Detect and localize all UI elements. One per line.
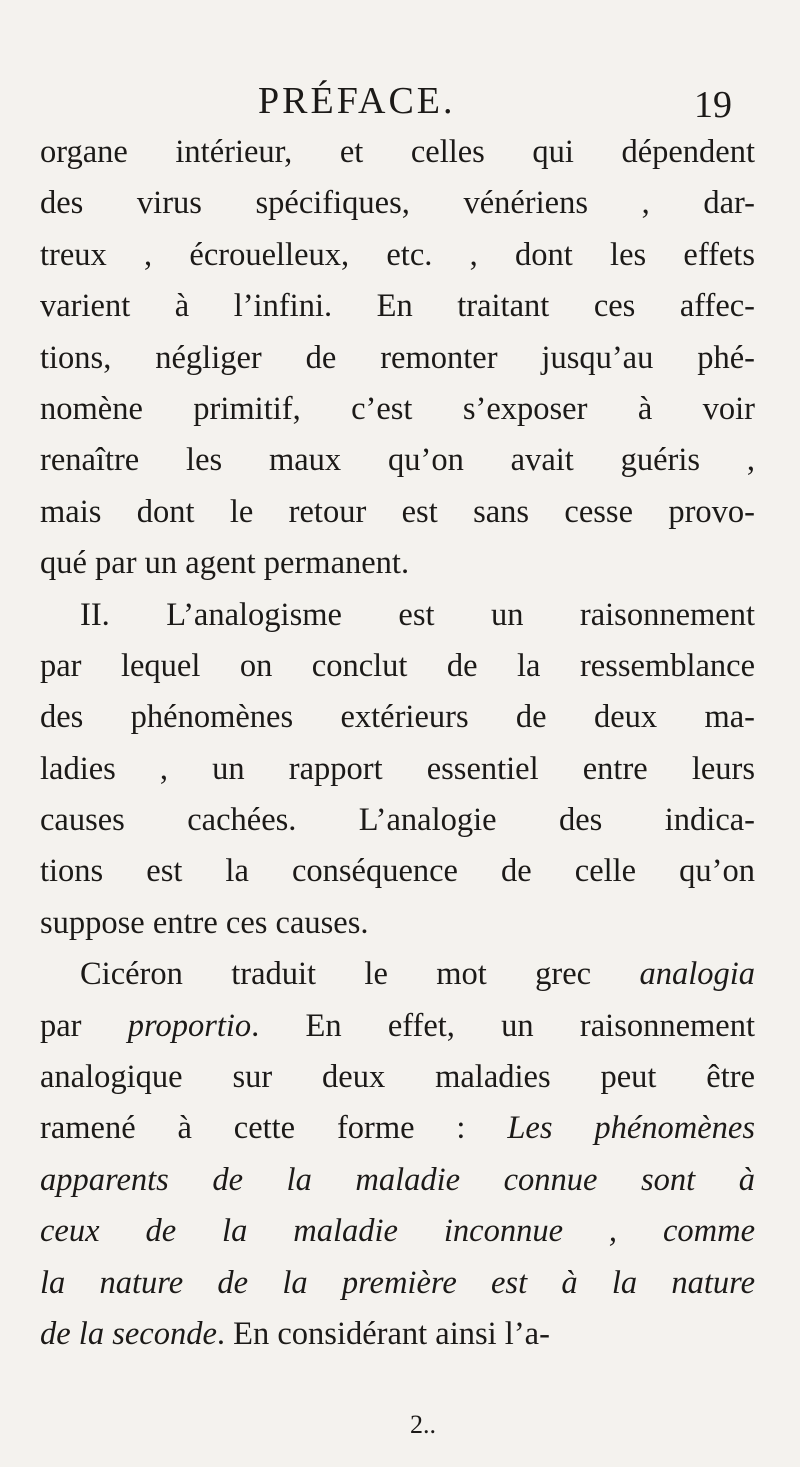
- italic-text: de la seconde: [40, 1315, 217, 1352]
- text-run: causes cachées. L’analogie des indica-: [40, 802, 755, 839]
- page-header: [0, 76, 800, 126]
- text-run: suppose entre ces causes.: [40, 904, 369, 941]
- text-run: analogique sur deux maladies peut être: [40, 1059, 755, 1096]
- text-line: [40, 127, 755, 178]
- text-line: [40, 1052, 755, 1103]
- text-run: . En effet, un raisonnement: [251, 1007, 756, 1044]
- page-number: 19: [694, 84, 732, 126]
- text-run: qué par un agent permanent.: [40, 545, 410, 582]
- text-run: tions, négliger de remonter jusqu’au phé-: [40, 339, 755, 376]
- text-line: [40, 744, 755, 795]
- text-line: [40, 795, 755, 846]
- text-run: . En considérant ainsi l’a-: [216, 1315, 550, 1352]
- text-run: par: [40, 1007, 128, 1044]
- text-run: treux , écrouelleux, etc. , dont les effets: [40, 236, 755, 273]
- text-line: [40, 333, 755, 384]
- text-line: [40, 538, 755, 589]
- italic-text: analogia: [639, 956, 755, 993]
- text-run: des virus spécifiques, vénériens , dar-: [40, 185, 755, 222]
- text-line: [40, 230, 755, 281]
- italic-text: Les phénomènes: [507, 1110, 755, 1147]
- text-run: organe intérieur, et celles qui dépendent: [40, 134, 755, 170]
- text-line: [40, 1155, 755, 1206]
- text-line: [40, 846, 755, 897]
- italic-text: apparents de la maladie connue sont à: [40, 1161, 755, 1198]
- text-run: tions est la conséquence de celle qu’on: [40, 853, 755, 890]
- text-line: [40, 1103, 755, 1154]
- text-line: [40, 1206, 755, 1257]
- text-run: des phénomènes extérieurs de deux ma-: [40, 699, 755, 736]
- text-line: [40, 281, 755, 332]
- text-line: [40, 1001, 755, 1052]
- text-line: [40, 590, 755, 641]
- text-line: [40, 1309, 755, 1360]
- text-line: [40, 641, 755, 692]
- text-run: II. L’analogisme est un raisonnement: [80, 596, 755, 633]
- italic-text: ceux de la maladie inconnue , comme: [40, 1213, 755, 1250]
- running-title: PRÉFACE.: [258, 80, 456, 122]
- text-run: par lequel on conclut de la ressemblance: [40, 647, 755, 684]
- text-line: [40, 692, 755, 743]
- signature-mark: 2..: [410, 1410, 436, 1439]
- text-line: [40, 384, 755, 435]
- italic-text: la nature de la première est à la nature: [40, 1264, 755, 1301]
- text-line: [40, 435, 755, 486]
- text-line: [40, 487, 755, 538]
- italic-text: proportio: [127, 1007, 252, 1044]
- text-run: Cicéron traduit le mot grec: [80, 956, 640, 993]
- text-run: nomène primitif, c’est s’exposer à voir: [40, 390, 755, 427]
- text-run: renaître les maux qu’on avait guéris ,: [40, 442, 755, 479]
- text-run: ladies , un rapport essentiel entre leurs: [40, 750, 755, 787]
- text-line: [40, 898, 755, 949]
- text-run: mais dont le retour est sans cesse provo-: [40, 493, 755, 530]
- text-line: [40, 1258, 755, 1309]
- text-line: [40, 178, 755, 229]
- body-text: [40, 127, 755, 1360]
- text-run: ramené à cette forme :: [40, 1110, 508, 1147]
- text-line: [40, 949, 755, 1000]
- text-run: varient à l’infini. En traitant ces affec-: [40, 288, 755, 325]
